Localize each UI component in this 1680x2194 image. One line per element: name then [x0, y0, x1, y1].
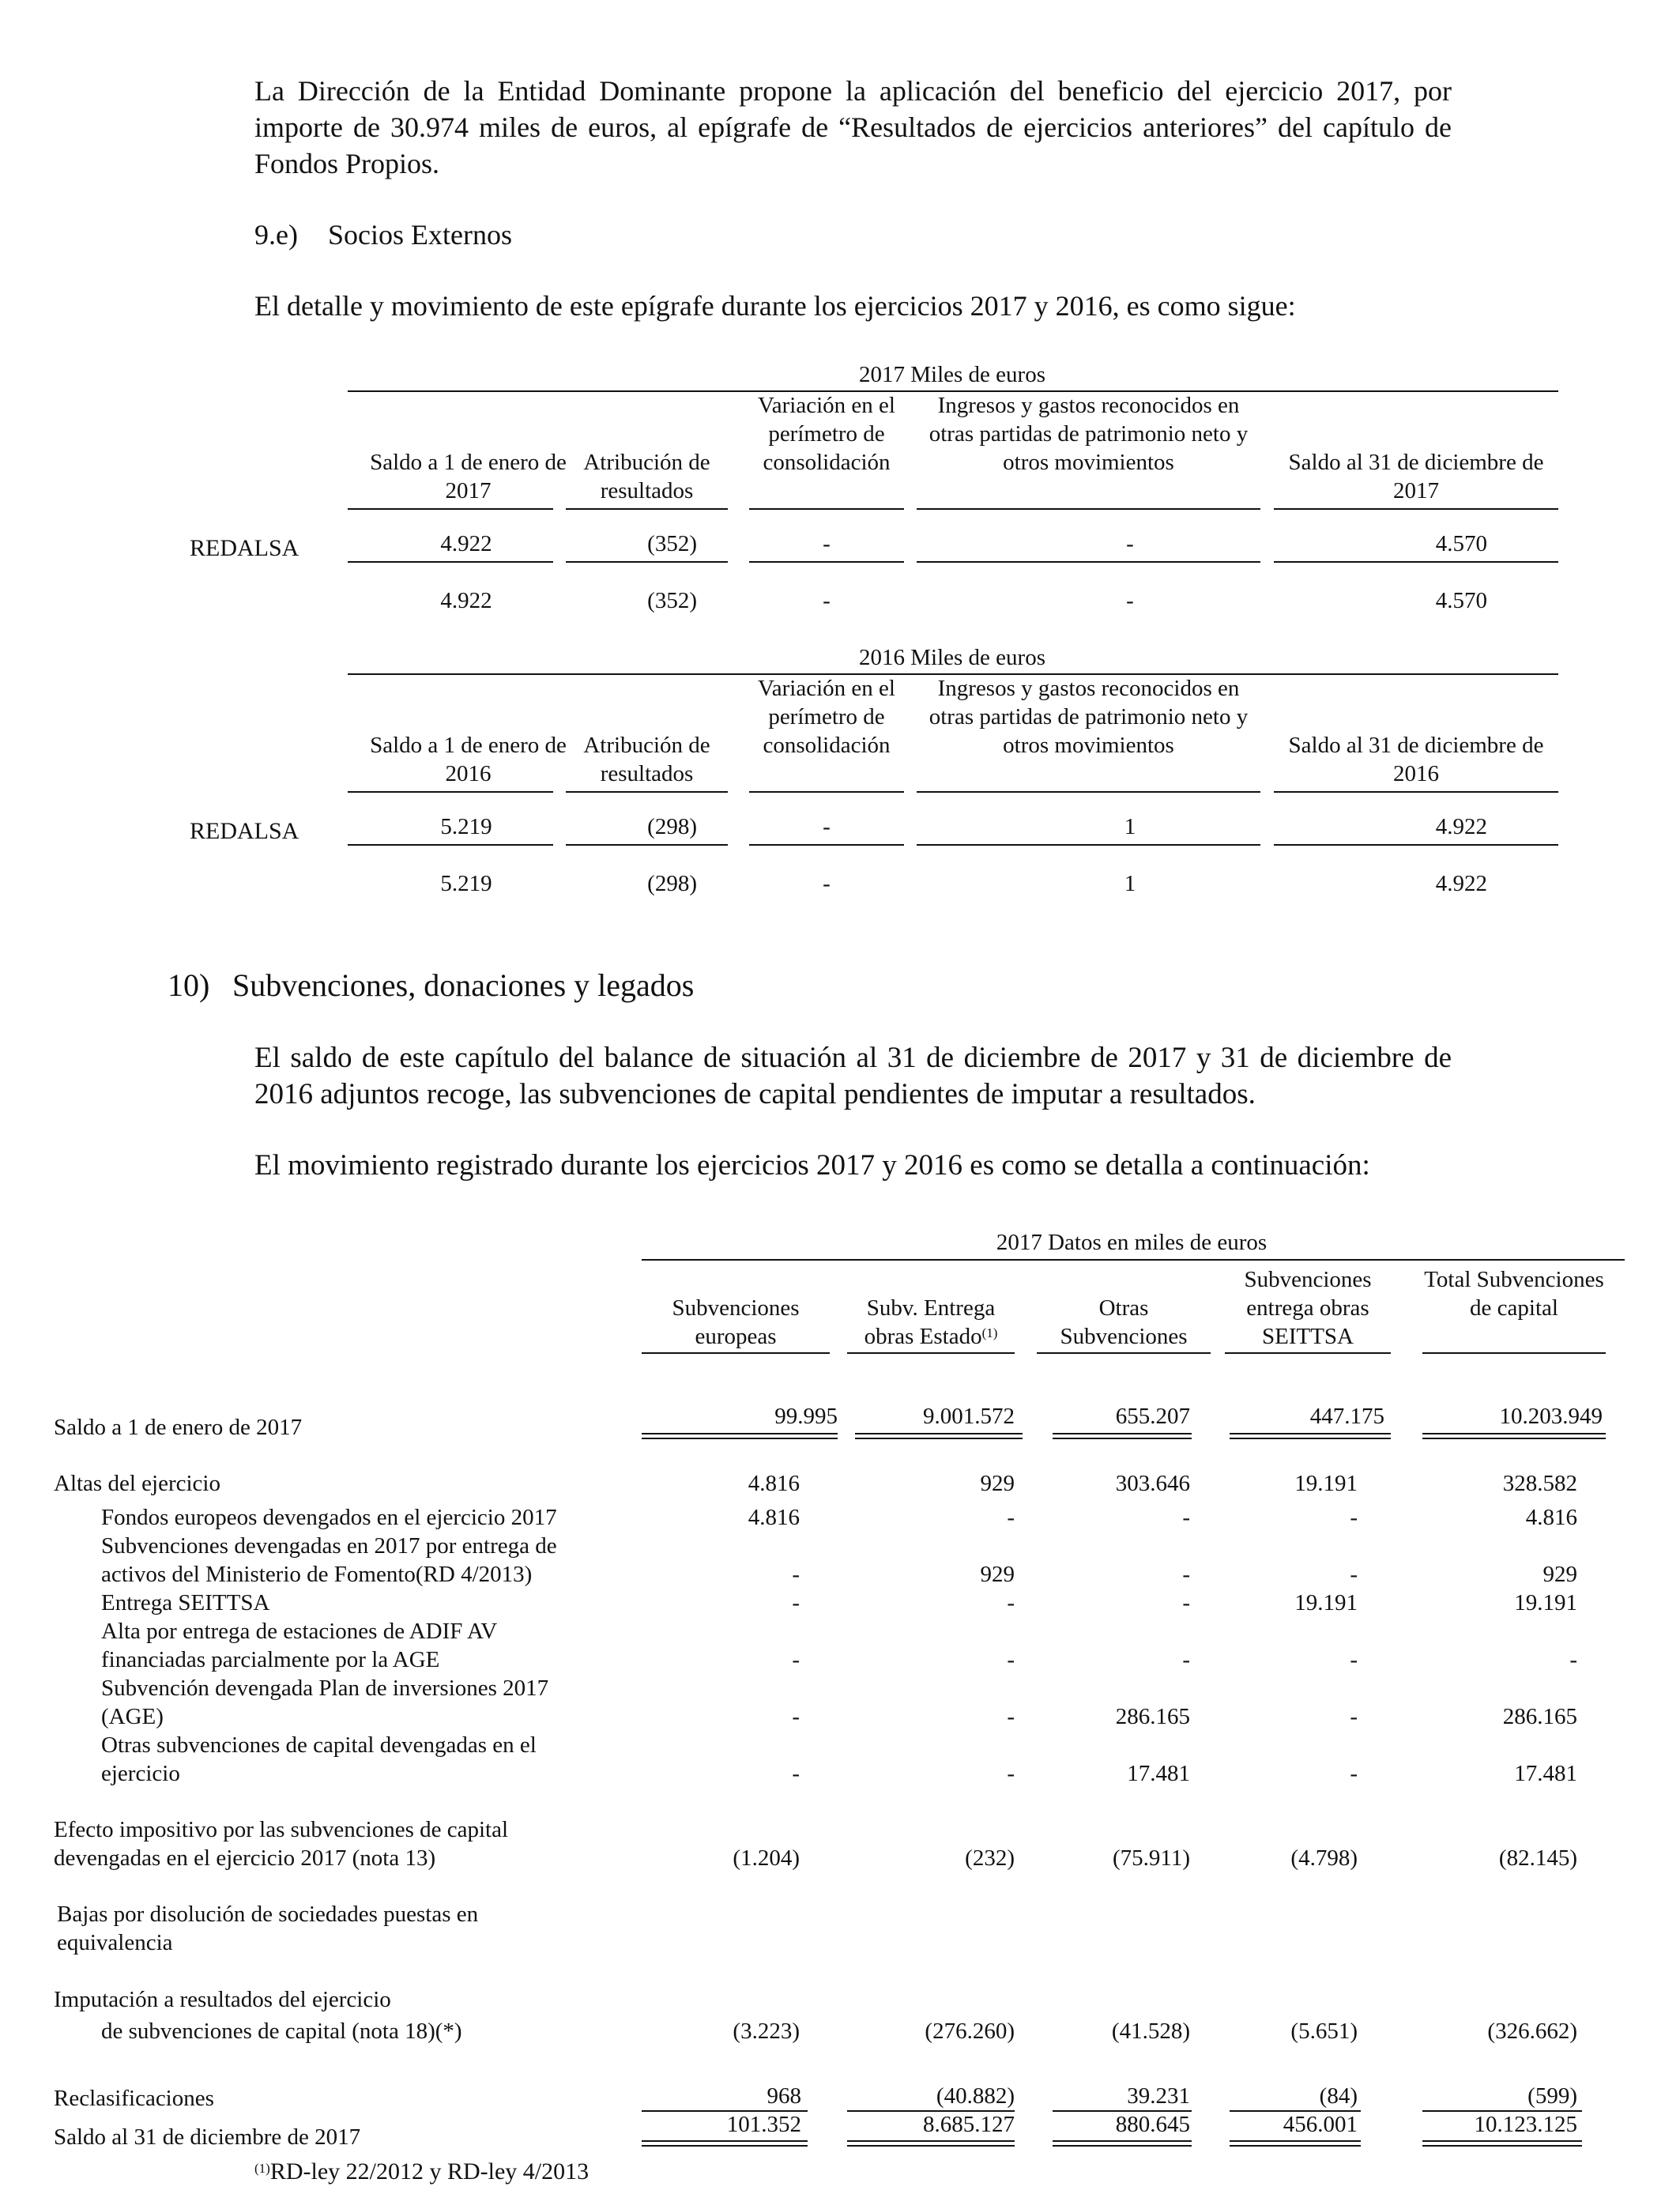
- section-paragraph: El saldo de este capítulo del balance de situación al 31 de diciembre de 2017 y 31 de diciembre de 2016 adjuntos recoge, las subvenciones de capital pendientes de imputar a resultados.: [254, 1042, 1452, 1110]
- table-caption: 2017 Datos en miles de euros: [996, 1230, 1268, 1255]
- cell: 1: [1124, 814, 1136, 839]
- total-cell: -: [823, 588, 831, 613]
- row-label: Saldo a 1 de enero de 2017: [54, 1415, 303, 1440]
- col-header-seittsa: Subvenciones entrega obras SEITTSA: [1244, 1267, 1372, 1349]
- cell: 39.231: [1127, 2083, 1190, 2109]
- col-header-ingresos: Ingresos y gastos reconocidos en otras partidas de patrimonio neto y otros movimientos: [929, 676, 1249, 758]
- cell: 4.922: [440, 531, 492, 556]
- total-cell: -: [823, 871, 831, 896]
- cell: 9.001.572: [923, 1404, 1015, 1429]
- cell: (298): [647, 814, 697, 839]
- col-header-saldo-final: Saldo al 31 de diciembre de 2016: [1288, 733, 1544, 786]
- cell: 328.582: [1502, 1471, 1577, 1496]
- cell: -: [792, 1647, 800, 1672]
- row-label: Alta por entrega de estaciones de ADIF AV: [101, 1619, 498, 1644]
- cell: 19.191: [1294, 1590, 1358, 1615]
- row-label-redalsa: REDALSA: [190, 535, 299, 561]
- cell: 968: [767, 2083, 801, 2109]
- col-header-ingresos: Ingresos y gastos reconocidos en otras partidas de patrimonio neto y otros movimientos: [929, 393, 1249, 475]
- cell: 99.995: [774, 1404, 838, 1429]
- col-header-atribucion: Atribución de resultados: [583, 733, 710, 786]
- cell: 4.816: [748, 1471, 800, 1496]
- subsection-title: Socios Externos: [328, 219, 512, 251]
- cell: (276.260): [925, 2019, 1015, 2044]
- row-label: Otras subvenciones de capital devengadas en el: [101, 1732, 537, 1758]
- cell: 101.352: [726, 2112, 801, 2137]
- row-label: Efecto impositivo por las subvenciones de capital: [54, 1817, 509, 1842]
- cell: -: [792, 1562, 800, 1587]
- col-header-saldo-final: Saldo al 31 de diciembre de 2017: [1288, 450, 1544, 503]
- cell: (326.662): [1487, 2019, 1577, 2044]
- cell: (84): [1319, 2083, 1358, 2109]
- row-label: Reclasificaciones: [54, 2086, 214, 2111]
- total-cell: (298): [647, 871, 697, 896]
- total-cell: -: [1126, 588, 1134, 613]
- subsection-number: 9.e): [254, 219, 298, 251]
- cell: -: [1182, 1590, 1190, 1615]
- col-header-saldo-inicial: Saldo a 1 de enero de 2017: [370, 450, 567, 503]
- cell: 19.191: [1294, 1471, 1358, 1496]
- row-label: devengadas en el ejercicio 2017 (nota 13): [54, 1845, 436, 1871]
- cell: 286.165: [1502, 1704, 1577, 1729]
- cell: (352): [647, 531, 697, 556]
- cell: -: [823, 814, 831, 839]
- cell: 456.001: [1283, 2112, 1358, 2137]
- cell: (5.651): [1290, 2019, 1358, 2044]
- cell: -: [792, 1590, 800, 1615]
- table-caption: 2016 Miles de euros: [859, 645, 1045, 670]
- cell: -: [1007, 1761, 1015, 1786]
- cell: -: [1007, 1590, 1015, 1615]
- row-label-redalsa: REDALSA: [190, 818, 299, 844]
- cell: -: [1350, 1704, 1358, 1729]
- cell: 10.123.125: [1474, 2112, 1577, 2137]
- table-caption: 2017 Miles de euros: [859, 362, 1045, 387]
- cell: (82.145): [1498, 1845, 1577, 1871]
- cell: -: [1007, 1647, 1015, 1672]
- section-number: 10): [168, 967, 210, 1003]
- row-label: Subvenciones devengadas en 2017 por entrega de: [101, 1533, 557, 1559]
- cell: 447.175: [1309, 1404, 1384, 1429]
- movement-paragraph: El movimiento registrado durante los ejercicios 2017 y 2016 es como se detalla a continuación:: [254, 1149, 1370, 1182]
- cell: 17.481: [1127, 1761, 1190, 1786]
- cell: 655.207: [1115, 1404, 1190, 1429]
- cell: -: [1350, 1505, 1358, 1530]
- row-label: de subvenciones de capital (nota 18)(*): [101, 2019, 462, 2044]
- cell: (4.798): [1290, 1845, 1358, 1871]
- cell: -: [1182, 1647, 1190, 1672]
- cell: -: [792, 1704, 800, 1729]
- cell: -: [792, 1761, 800, 1786]
- intro-paragraph: La Dirección de la Entidad Dominante propone la aplicación del beneficio del ejercicio 2017, por importe de 30.974 miles de euros, al epígrafe de “Resultados de ejercicios anteriores” del capítulo de Fondos Propios.: [254, 75, 1452, 179]
- cell: -: [1350, 1562, 1358, 1587]
- cell: -: [1350, 1761, 1358, 1786]
- row-label: Bajas por disolución de sociedades puestas en: [57, 1902, 479, 1927]
- cell: 929: [980, 1562, 1015, 1587]
- col-header-otras: Otras Subvenciones: [1060, 1295, 1188, 1349]
- col-header-variacion: Variación en el perímetro de consolidación: [758, 393, 895, 475]
- cell: -: [1182, 1505, 1190, 1530]
- cell: -: [823, 531, 831, 556]
- cell: 8.685.127: [923, 2112, 1015, 2137]
- cell: 4.570: [1435, 531, 1487, 556]
- cell: 929: [1543, 1562, 1577, 1587]
- col-header-atribucion: Atribución de resultados: [583, 450, 710, 503]
- cell: 303.646: [1115, 1471, 1190, 1496]
- total-cell: 4.922: [1435, 871, 1487, 896]
- row-label: activos del Ministerio de Fomento(RD 4/2013): [101, 1562, 533, 1587]
- cell: 4.816: [748, 1505, 800, 1530]
- cell: (75.911): [1113, 1845, 1190, 1871]
- cell: 4.816: [1525, 1505, 1577, 1530]
- cell: -: [1182, 1562, 1190, 1587]
- cell: 929: [980, 1471, 1015, 1496]
- cell: (232): [965, 1845, 1015, 1871]
- cell: -: [1007, 1704, 1015, 1729]
- cell: 19.191: [1514, 1590, 1577, 1615]
- col-header-variacion: Variación en el perímetro de consolidación: [758, 676, 895, 758]
- col-header-saldo-inicial: Saldo a 1 de enero de 2016: [370, 733, 567, 786]
- cell: -: [1126, 531, 1134, 556]
- col-header-obras-estado: Subv. Entrega obras Estado$^{(1)}$: [864, 1295, 998, 1349]
- footnote: $^{(1)}$RD-ley 22/2012 y RD-ley 4/2013: [254, 2158, 590, 2185]
- col-header-total: Total Subvenciones de capital: [1424, 1267, 1604, 1321]
- section-title: Subvenciones, donaciones y legados: [232, 967, 695, 1003]
- cell: (41.528): [1111, 2019, 1190, 2044]
- cell: 10.203.949: [1499, 1404, 1603, 1429]
- cell: (1.204): [733, 1845, 800, 1871]
- row-label: equivalencia: [57, 1930, 173, 1955]
- cell: -: [1007, 1505, 1015, 1530]
- row-label: Imputación a resultados del ejercicio: [54, 1987, 391, 2012]
- detail-paragraph: El detalle y movimiento de este epígrafe durante los ejercicios 2017 y 2016, es como sigue:: [254, 290, 1296, 322]
- cell: 286.165: [1115, 1704, 1190, 1729]
- total-cell: 1: [1124, 871, 1136, 896]
- col-header-europeas: Subvenciones europeas: [672, 1295, 800, 1349]
- row-label: Fondos europeos devengados en el ejercicio 2017: [101, 1505, 557, 1530]
- row-label: Altas del ejercicio: [54, 1471, 220, 1496]
- row-label: (AGE): [101, 1704, 164, 1729]
- cell: 17.481: [1514, 1761, 1577, 1786]
- cell: (599): [1527, 2083, 1577, 2109]
- cell: (40.882): [936, 2083, 1015, 2109]
- cell: -: [1350, 1647, 1358, 1672]
- cell: (3.223): [733, 2019, 800, 2044]
- total-cell: 4.570: [1435, 588, 1487, 613]
- row-label: ejercicio: [101, 1761, 180, 1786]
- row-label: Subvención devengada Plan de inversiones 2017: [101, 1676, 549, 1701]
- cell: -: [1569, 1647, 1577, 1672]
- cell: 4.922: [1435, 814, 1487, 839]
- row-label: Saldo al 31 de diciembre de 2017: [54, 2124, 361, 2150]
- total-cell: (352): [647, 588, 697, 613]
- row-label: Entrega SEITTSA: [101, 1590, 270, 1615]
- total-cell: 5.219: [440, 871, 492, 896]
- row-label: financiadas parcialmente por la AGE: [101, 1647, 440, 1672]
- total-cell: 4.922: [440, 588, 492, 613]
- cell: 880.645: [1115, 2112, 1190, 2137]
- caption-rule: [642, 1259, 1625, 1261]
- cell: 5.219: [440, 814, 492, 839]
